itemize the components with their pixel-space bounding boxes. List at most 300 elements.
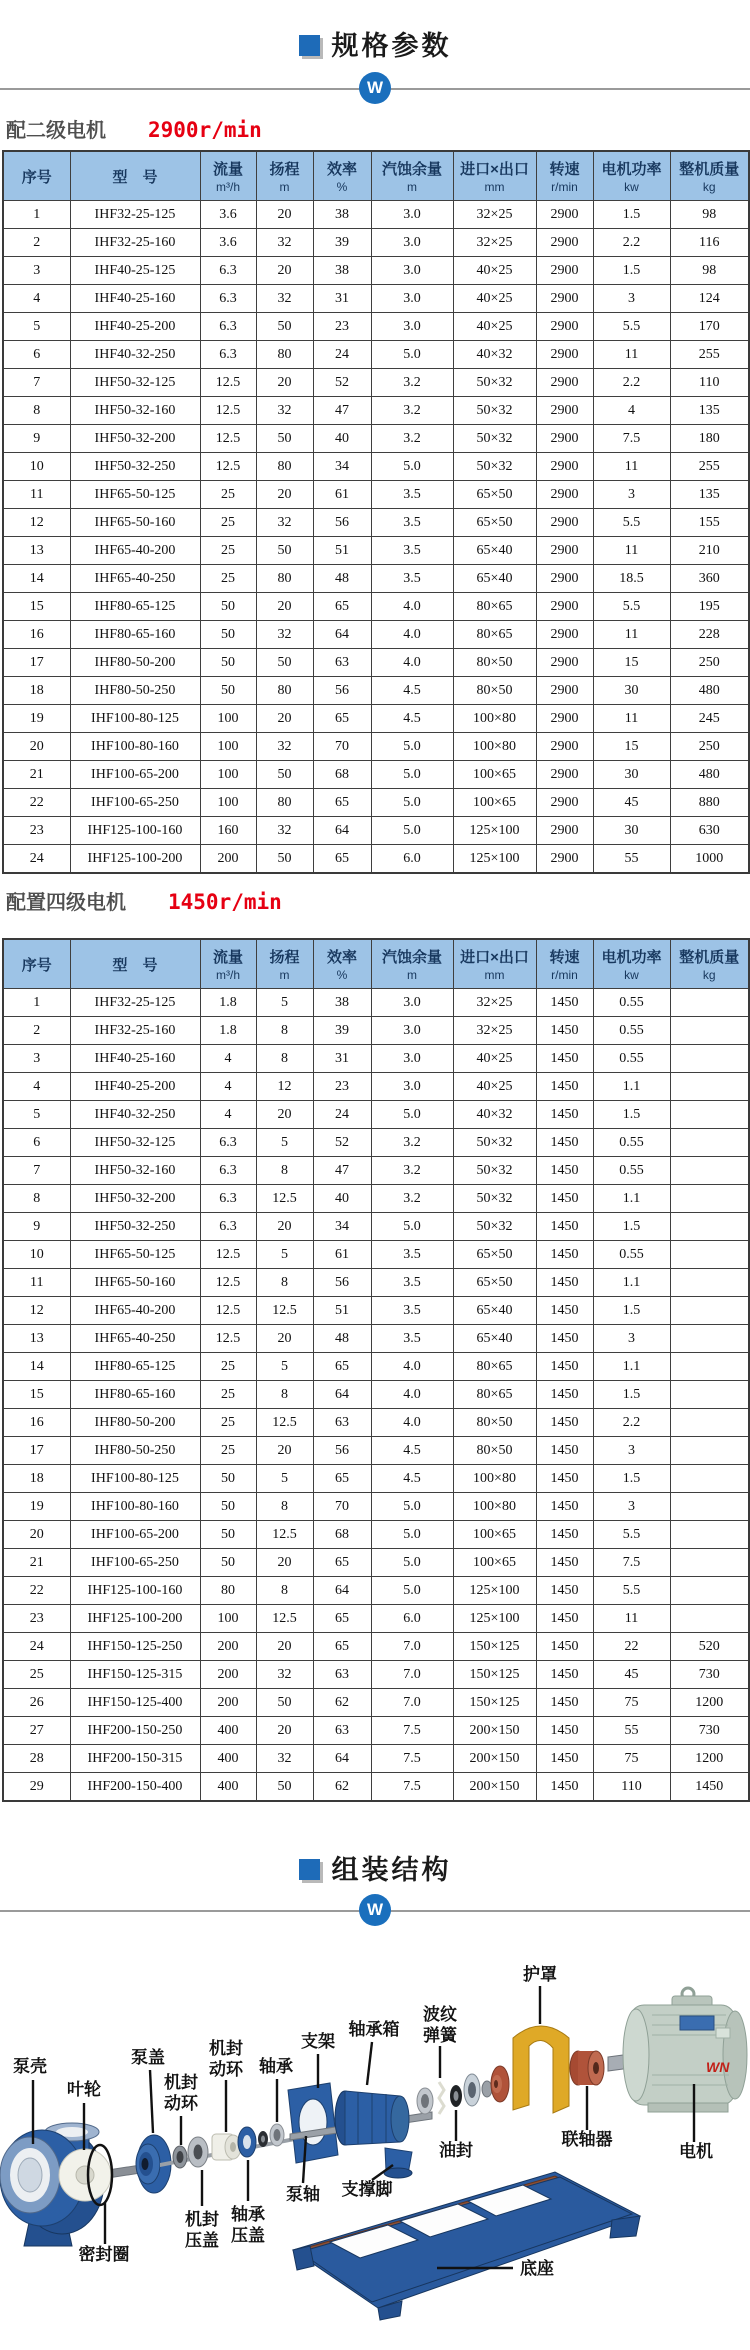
table-cell: 4.5 bbox=[371, 705, 453, 733]
part-label: 油封 bbox=[439, 2141, 473, 2160]
table-cell: 20 bbox=[256, 1437, 313, 1465]
table-cell: 3.5 bbox=[371, 1297, 453, 1325]
table-row bbox=[3, 989, 749, 1017]
table-cell: 23 bbox=[3, 1605, 70, 1633]
table-row bbox=[3, 1353, 749, 1381]
table-cell: IHF65-40-200 bbox=[70, 537, 200, 565]
table-cell: 16 bbox=[3, 1409, 70, 1437]
table-cell: 1450 bbox=[536, 1101, 593, 1129]
table-cell: 1450 bbox=[536, 1745, 593, 1773]
table-cell: 34 bbox=[313, 1213, 371, 1241]
table-cell: 1450 bbox=[536, 1549, 593, 1577]
table-cell: 50 bbox=[256, 537, 313, 565]
table-cell: 12.5 bbox=[256, 1297, 313, 1325]
table-cell: 40×25 bbox=[453, 257, 536, 285]
table-row bbox=[3, 733, 749, 761]
table-cell: 400 bbox=[200, 1717, 256, 1745]
label-leader-line bbox=[367, 2042, 372, 2085]
table-row bbox=[3, 453, 749, 481]
table-cell: 135 bbox=[670, 397, 749, 425]
table-row bbox=[3, 1605, 749, 1633]
table-cell: IHF150-125-315 bbox=[70, 1661, 200, 1689]
table-cell: 11 bbox=[593, 621, 670, 649]
table-cell: 1200 bbox=[670, 1689, 749, 1717]
table-row bbox=[3, 537, 749, 565]
table-cell: 100 bbox=[200, 761, 256, 789]
table-cell: IHF125-100-200 bbox=[70, 1605, 200, 1633]
table-cell: 7.5 bbox=[371, 1717, 453, 1745]
table-cell: 2900 bbox=[536, 453, 593, 481]
table-cell: 5.0 bbox=[371, 1549, 453, 1577]
table-cell: 65 bbox=[313, 1605, 371, 1633]
table-cell: 30 bbox=[593, 677, 670, 705]
table-cell: 3.0 bbox=[371, 229, 453, 257]
table-row bbox=[3, 509, 749, 537]
table-cell: 2.2 bbox=[593, 229, 670, 257]
table-cell: 34 bbox=[313, 453, 371, 481]
blue-square-icon bbox=[299, 35, 320, 56]
table-row bbox=[3, 817, 749, 845]
table-cell: 13 bbox=[3, 537, 70, 565]
ring3-shape bbox=[464, 2074, 492, 2106]
table-cell: 52 bbox=[313, 369, 371, 397]
table-row bbox=[3, 1297, 749, 1325]
table-cell: 80×65 bbox=[453, 621, 536, 649]
table-cell: 2 bbox=[3, 229, 70, 257]
part-label: 机封动环 bbox=[164, 2073, 198, 2113]
table-cell: 32 bbox=[256, 229, 313, 257]
table-cell bbox=[670, 1185, 749, 1213]
table-cell: 50 bbox=[256, 761, 313, 789]
table-cell: 110 bbox=[593, 1773, 670, 1802]
table-cell: 28 bbox=[3, 1745, 70, 1773]
table-cell: 80×50 bbox=[453, 1409, 536, 1437]
table-cell: 25 bbox=[200, 1437, 256, 1465]
table-cell: 40×25 bbox=[453, 285, 536, 313]
table-cell: 2.2 bbox=[593, 1409, 670, 1437]
table-cell: 1.5 bbox=[593, 257, 670, 285]
table-cell: 7 bbox=[3, 1157, 70, 1185]
table-cell: 5.5 bbox=[593, 1577, 670, 1605]
table-cell: 64 bbox=[313, 817, 371, 845]
table-cell: 24 bbox=[3, 1633, 70, 1661]
table-cell: 3 bbox=[593, 1493, 670, 1521]
table-cell: 4.0 bbox=[371, 1353, 453, 1381]
table-cell: 1450 bbox=[536, 1213, 593, 1241]
table-row bbox=[3, 1521, 749, 1549]
table-cell: 20 bbox=[256, 1213, 313, 1241]
table-cell: 1450 bbox=[536, 1241, 593, 1269]
mech-seal-gland-shape bbox=[188, 2137, 208, 2167]
table-cell: 64 bbox=[313, 1381, 371, 1409]
table-cell: IHF50-32-160 bbox=[70, 397, 200, 425]
table-cell: 75 bbox=[593, 1745, 670, 1773]
table1-speed: 2900r/min bbox=[148, 118, 262, 142]
table-cell: 1450 bbox=[536, 1409, 593, 1437]
table-cell: 52 bbox=[313, 1129, 371, 1157]
table-cell: 32 bbox=[256, 509, 313, 537]
table-cell: 24 bbox=[3, 845, 70, 874]
table-cell: 80×50 bbox=[453, 1437, 536, 1465]
table-cell bbox=[670, 1045, 749, 1073]
table-cell: 30 bbox=[593, 817, 670, 845]
table-cell: 1.1 bbox=[593, 1353, 670, 1381]
table-cell: 50 bbox=[256, 313, 313, 341]
table-cell: 200×150 bbox=[453, 1773, 536, 1802]
table-cell: 7.5 bbox=[371, 1773, 453, 1802]
table-cell: 80×65 bbox=[453, 1381, 536, 1409]
table-cell: 5.0 bbox=[371, 733, 453, 761]
table-cell: 63 bbox=[313, 649, 371, 677]
table-row bbox=[3, 621, 749, 649]
table-cell: 24 bbox=[313, 1101, 371, 1129]
table-cell: 40×25 bbox=[453, 1073, 536, 1101]
table-cell: 1450 bbox=[536, 1269, 593, 1297]
w-logo-badge: W bbox=[359, 1894, 391, 1926]
table-cell: 12 bbox=[256, 1073, 313, 1101]
table-cell: IHF125-100-200 bbox=[70, 845, 200, 874]
table-cell: IHF32-25-160 bbox=[70, 229, 200, 257]
table-cell bbox=[670, 1241, 749, 1269]
table-cell: 2900 bbox=[536, 845, 593, 874]
table-cell: 5 bbox=[3, 1101, 70, 1129]
table-cell: 125×100 bbox=[453, 845, 536, 874]
table-cell: 5 bbox=[256, 989, 313, 1017]
table-cell bbox=[670, 1605, 749, 1633]
table-cell: 4 bbox=[3, 1073, 70, 1101]
table-cell: 6 bbox=[3, 341, 70, 369]
table-cell: 51 bbox=[313, 537, 371, 565]
table-row bbox=[3, 789, 749, 817]
table-cell: IHF200-150-315 bbox=[70, 1745, 200, 1773]
table-cell: 6.3 bbox=[200, 1157, 256, 1185]
table-cell: 50×32 bbox=[453, 1157, 536, 1185]
table-cell: 65 bbox=[313, 1465, 371, 1493]
table-cell: 21 bbox=[3, 761, 70, 789]
table-row bbox=[3, 1381, 749, 1409]
table-cell: 40×32 bbox=[453, 341, 536, 369]
table-cell: 5 bbox=[256, 1129, 313, 1157]
table-cell: 8 bbox=[3, 1185, 70, 1213]
table-cell: 2900 bbox=[536, 789, 593, 817]
table-cell bbox=[670, 1073, 749, 1101]
table-cell: 210 bbox=[670, 537, 749, 565]
table-cell: 110 bbox=[670, 369, 749, 397]
table-cell: 55 bbox=[593, 1717, 670, 1745]
table-cell: 80 bbox=[200, 1577, 256, 1605]
table-cell bbox=[670, 1325, 749, 1353]
table-cell: 65 bbox=[313, 845, 371, 874]
table-cell: 0.55 bbox=[593, 1017, 670, 1045]
table-cell: 38 bbox=[313, 257, 371, 285]
table-cell: 25 bbox=[200, 481, 256, 509]
table-row bbox=[3, 1017, 749, 1045]
oil-seal-shape bbox=[450, 2085, 462, 2107]
table-cell: IHF50-32-125 bbox=[70, 369, 200, 397]
table-cell: IHF100-65-200 bbox=[70, 1521, 200, 1549]
part-label: 电机 bbox=[679, 2142, 713, 2161]
table-cell: IHF50-32-200 bbox=[70, 1185, 200, 1213]
table-cell: 6.3 bbox=[200, 257, 256, 285]
table-cell: 195 bbox=[670, 593, 749, 621]
column-header: 效率 % bbox=[313, 151, 371, 201]
table-cell: IHF40-32-250 bbox=[70, 1101, 200, 1129]
table-row bbox=[3, 565, 749, 593]
table-cell: 11 bbox=[593, 453, 670, 481]
table-cell: 32 bbox=[256, 621, 313, 649]
table-row bbox=[3, 593, 749, 621]
table-cell: 200 bbox=[200, 1689, 256, 1717]
table-cell: 2900 bbox=[536, 425, 593, 453]
table-row bbox=[3, 313, 749, 341]
table-cell: 2900 bbox=[536, 341, 593, 369]
table-cell: 100×65 bbox=[453, 1549, 536, 1577]
table-cell: 3.0 bbox=[371, 201, 453, 229]
table-row bbox=[3, 705, 749, 733]
table-cell: 12 bbox=[3, 1297, 70, 1325]
table-cell: 2 bbox=[3, 1017, 70, 1045]
table-cell: 2900 bbox=[536, 705, 593, 733]
table-cell: 65×40 bbox=[453, 565, 536, 593]
table-cell: 22 bbox=[3, 789, 70, 817]
table-row bbox=[3, 1437, 749, 1465]
table-cell: 56 bbox=[313, 1269, 371, 1297]
coupling-shape bbox=[570, 2051, 604, 2085]
table-cell: 6.3 bbox=[200, 341, 256, 369]
table-cell: 18 bbox=[3, 677, 70, 705]
part-label: 泵盖 bbox=[131, 2048, 165, 2067]
table-row bbox=[3, 1129, 749, 1157]
table-cell: 2900 bbox=[536, 817, 593, 845]
table-cell: 5.0 bbox=[371, 1521, 453, 1549]
table-cell: IHF80-65-125 bbox=[70, 1353, 200, 1381]
table-cell: 50 bbox=[200, 593, 256, 621]
table-cell: IHF40-32-250 bbox=[70, 341, 200, 369]
table-cell: 55 bbox=[593, 845, 670, 874]
table-cell: 39 bbox=[313, 1017, 371, 1045]
table-cell bbox=[670, 1521, 749, 1549]
table-cell: 11 bbox=[3, 1269, 70, 1297]
table-cell: 11 bbox=[593, 537, 670, 565]
column-header: 进口×出口 mm bbox=[453, 939, 536, 989]
table-cell: 1200 bbox=[670, 1745, 749, 1773]
table-cell: 12.5 bbox=[256, 1409, 313, 1437]
table-row bbox=[3, 397, 749, 425]
table-cell: 7.0 bbox=[371, 1689, 453, 1717]
table-cell: IHF100-80-125 bbox=[70, 1465, 200, 1493]
table-cell: 100×65 bbox=[453, 761, 536, 789]
table-cell: 13 bbox=[3, 1325, 70, 1353]
table-cell: 7.0 bbox=[371, 1633, 453, 1661]
specs-section-title bbox=[0, 24, 750, 63]
table-row bbox=[3, 285, 749, 313]
table-cell: 11 bbox=[593, 705, 670, 733]
table-cell: 27 bbox=[3, 1717, 70, 1745]
table-cell: 20 bbox=[256, 1101, 313, 1129]
table-cell: IHF100-80-160 bbox=[70, 733, 200, 761]
table-cell: 8 bbox=[256, 1493, 313, 1521]
table-cell: 1.5 bbox=[593, 1381, 670, 1409]
table-cell: 520 bbox=[670, 1633, 749, 1661]
table-cell: 15 bbox=[3, 593, 70, 621]
table2-heading bbox=[6, 886, 282, 915]
table-cell: IHF65-50-160 bbox=[70, 1269, 200, 1297]
table-cell: 6.3 bbox=[200, 285, 256, 313]
table-cell: 2900 bbox=[536, 397, 593, 425]
table-cell: 80 bbox=[256, 341, 313, 369]
table-cell: 32×25 bbox=[453, 201, 536, 229]
table-cell: 17 bbox=[3, 1437, 70, 1465]
table-cell bbox=[670, 1101, 749, 1129]
table-cell: 3.2 bbox=[371, 1157, 453, 1185]
column-header: 效率 % bbox=[313, 939, 371, 989]
table-cell: 56 bbox=[313, 677, 371, 705]
table-cell: 14 bbox=[3, 1353, 70, 1381]
table-cell: 38 bbox=[313, 201, 371, 229]
table-cell: 29 bbox=[3, 1773, 70, 1802]
table-row bbox=[3, 1745, 749, 1773]
header-row bbox=[3, 151, 749, 201]
table-cell: 80 bbox=[256, 677, 313, 705]
table-row bbox=[3, 369, 749, 397]
table-row bbox=[3, 1269, 749, 1297]
table-cell: IHF50-32-250 bbox=[70, 453, 200, 481]
table-cell: 2900 bbox=[536, 285, 593, 313]
table-cell: IHF125-100-160 bbox=[70, 817, 200, 845]
table-cell: 40 bbox=[313, 425, 371, 453]
table-cell: 16 bbox=[3, 621, 70, 649]
table-row bbox=[3, 1213, 749, 1241]
table-cell: 3.2 bbox=[371, 425, 453, 453]
table-cell: 3.6 bbox=[200, 201, 256, 229]
column-header: 序号 bbox=[3, 151, 70, 201]
bracket-shape bbox=[288, 2083, 338, 2163]
label-leader-line bbox=[150, 2070, 153, 2133]
column-header: 扬程 m bbox=[256, 939, 313, 989]
table-cell: 100×80 bbox=[453, 1493, 536, 1521]
table-cell: 730 bbox=[670, 1661, 749, 1689]
table-cell: 24 bbox=[313, 341, 371, 369]
table-cell: 250 bbox=[670, 733, 749, 761]
table-cell: IHF80-50-250 bbox=[70, 677, 200, 705]
table-cell: 100×80 bbox=[453, 705, 536, 733]
part-label: 联轴器 bbox=[561, 2130, 613, 2149]
table-cell: 50×32 bbox=[453, 1129, 536, 1157]
table-cell: 3.5 bbox=[371, 1269, 453, 1297]
table-cell: IHF80-50-200 bbox=[70, 1409, 200, 1437]
motor-shape bbox=[623, 1988, 747, 2112]
part-label: 机封动环 bbox=[209, 2039, 243, 2079]
table-cell: 5.0 bbox=[371, 1213, 453, 1241]
table-row bbox=[3, 1661, 749, 1689]
table-cell: 23 bbox=[313, 1073, 371, 1101]
specs-title-text: 规格参数 bbox=[331, 31, 452, 61]
table-cell: 31 bbox=[313, 285, 371, 313]
table-cell: 6.0 bbox=[371, 845, 453, 874]
table-cell: 61 bbox=[313, 1241, 371, 1269]
table-cell: 3.0 bbox=[371, 1073, 453, 1101]
table-cell: 1000 bbox=[670, 845, 749, 874]
table-cell: 1450 bbox=[536, 1661, 593, 1689]
table-cell: IHF80-65-125 bbox=[70, 593, 200, 621]
table-cell: 20 bbox=[256, 1717, 313, 1745]
table-cell: 20 bbox=[256, 481, 313, 509]
table-cell bbox=[670, 1577, 749, 1605]
table-cell: IHF65-40-250 bbox=[70, 1325, 200, 1353]
table-cell: 31 bbox=[313, 1045, 371, 1073]
table-cell: 32×25 bbox=[453, 989, 536, 1017]
table-cell: 63 bbox=[313, 1717, 371, 1745]
table-cell: 2900 bbox=[536, 677, 593, 705]
column-header: 电机功率 kw bbox=[593, 939, 670, 989]
table-cell: 50 bbox=[256, 1773, 313, 1802]
table-cell: 250 bbox=[670, 649, 749, 677]
table-cell: 25 bbox=[200, 1409, 256, 1437]
table-cell: 3 bbox=[3, 257, 70, 285]
table-cell: 50 bbox=[256, 649, 313, 677]
table-cell: 1450 bbox=[536, 1381, 593, 1409]
table-cell: 200 bbox=[200, 1661, 256, 1689]
table-cell: 1.5 bbox=[593, 1213, 670, 1241]
table-cell: 5.0 bbox=[371, 817, 453, 845]
table-cell: 65 bbox=[313, 593, 371, 621]
table-cell: 125×100 bbox=[453, 1577, 536, 1605]
table-cell: IHF80-50-250 bbox=[70, 1437, 200, 1465]
table-cell: 2900 bbox=[536, 201, 593, 229]
table-cell: 19 bbox=[3, 705, 70, 733]
table-cell: 730 bbox=[670, 1717, 749, 1745]
table-cell: 68 bbox=[313, 1521, 371, 1549]
table-cell: 0.55 bbox=[593, 1241, 670, 1269]
table-cell: 360 bbox=[670, 565, 749, 593]
table-cell: 480 bbox=[670, 761, 749, 789]
table-cell bbox=[670, 1129, 749, 1157]
table-cell: 7 bbox=[3, 369, 70, 397]
table-cell: 80×50 bbox=[453, 677, 536, 705]
table-cell: 25 bbox=[200, 1353, 256, 1381]
table-cell: 1450 bbox=[536, 1073, 593, 1101]
table-cell: IHF100-80-160 bbox=[70, 1493, 200, 1521]
table-cell: 47 bbox=[313, 1157, 371, 1185]
table-cell: 2900 bbox=[536, 369, 593, 397]
table-cell: 50×32 bbox=[453, 1185, 536, 1213]
table-cell: 100×65 bbox=[453, 1521, 536, 1549]
table-cell: 400 bbox=[200, 1773, 256, 1802]
table-row bbox=[3, 677, 749, 705]
table-cell: 5 bbox=[3, 313, 70, 341]
mech-seal-rotating-ring-shape bbox=[212, 2134, 241, 2160]
table-cell: 20 bbox=[256, 705, 313, 733]
table-row bbox=[3, 1241, 749, 1269]
table-cell bbox=[670, 1465, 749, 1493]
table-cell: 3 bbox=[593, 1437, 670, 1465]
guard-shape bbox=[513, 2026, 569, 2113]
table-cell: 4 bbox=[200, 1073, 256, 1101]
table-cell: 8 bbox=[256, 1269, 313, 1297]
table-cell: 70 bbox=[313, 1493, 371, 1521]
part-label: 叶轮 bbox=[67, 2080, 101, 2099]
table-row bbox=[3, 481, 749, 509]
table-cell: 20 bbox=[256, 201, 313, 229]
w-logo-badge: W bbox=[359, 72, 391, 104]
table-cell bbox=[670, 1381, 749, 1409]
table-cell: IHF40-25-160 bbox=[70, 1045, 200, 1073]
table-cell: 3.5 bbox=[371, 537, 453, 565]
table-cell: IHF100-80-125 bbox=[70, 705, 200, 733]
table-cell: 17 bbox=[3, 649, 70, 677]
table-cell: 50×32 bbox=[453, 1213, 536, 1241]
table-cell: 5.5 bbox=[593, 593, 670, 621]
